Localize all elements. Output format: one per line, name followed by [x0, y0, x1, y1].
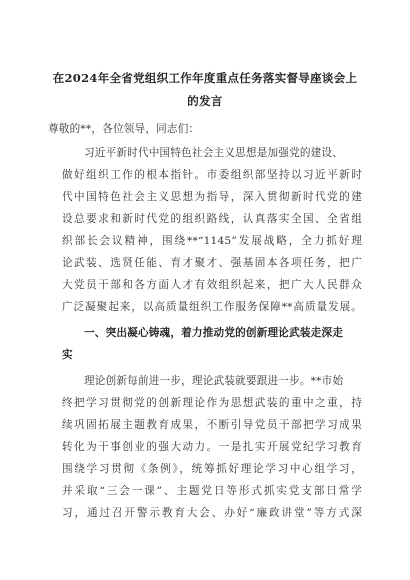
paragraph-2-line: 习，通过召开警示教育大会、办好“廉政讲堂”等方式深	[62, 507, 362, 519]
salutation: 尊敬的**，各位领导，同志们：	[48, 123, 200, 135]
paragraph-1-line: 论武装、选贤任能、育才聚才、强基固本各项任务，把广	[62, 257, 362, 269]
document-title-line-2: 的发言	[187, 94, 223, 108]
section-1-heading: 一、突出凝心铸魂，着力推动党的创新理论武装走深走	[84, 327, 344, 339]
paragraph-2-line: 围绕学习贯彻《条例》，统筹抓好理论学习中心组学习，	[62, 463, 362, 475]
paragraph-2-line: 终把学习贯彻党的创新理论作为思想武装的重中之重，持	[62, 397, 362, 409]
paragraph-2-line: 续巩固拓展主题教育成果，不断引导党员干部把学习成果	[62, 419, 362, 431]
paragraph-2-line: 并采取“三会一课”、主题党日等形式抓实党支部日常学	[62, 485, 362, 497]
paragraph-1-line: 织部长会议精神，围绕**“1145”发展战略，全力抓好理	[62, 235, 362, 247]
paragraph-1-line: 大党员干部和各方面人才有效组织起来，把广大人民群众	[62, 279, 362, 291]
paragraph-1-line: 设总要求和新时代党的组织路线，认真落实全国、全省组	[62, 213, 362, 225]
document-title-line-1: 在2024年全省党组织工作年度重点任务落实督导座谈会上	[52, 71, 358, 85]
section-1-heading-continuation: 实	[62, 349, 73, 361]
paragraph-1-line: 习近平新时代中国特色社会主义思想是加强党的建设、	[84, 147, 344, 159]
paragraph-1-line: 做好组织工作的根本指针。市委组织部坚持以习近平新时	[62, 169, 362, 181]
paragraph-1-line: 广泛凝聚起来，以高质量组织工作服务保障**高质量发展。	[62, 301, 362, 313]
paragraph-2-line: 理论创新每前进一步，理论武装就要跟进一步。**市始	[84, 375, 344, 387]
paragraph-2-line: 转化为干事创业的强大动力。一是扎实开展党纪学习教育	[62, 441, 362, 453]
paragraph-1-line: 代中国特色社会主义思想为指导，深入贯彻新时代党的建	[62, 191, 362, 203]
